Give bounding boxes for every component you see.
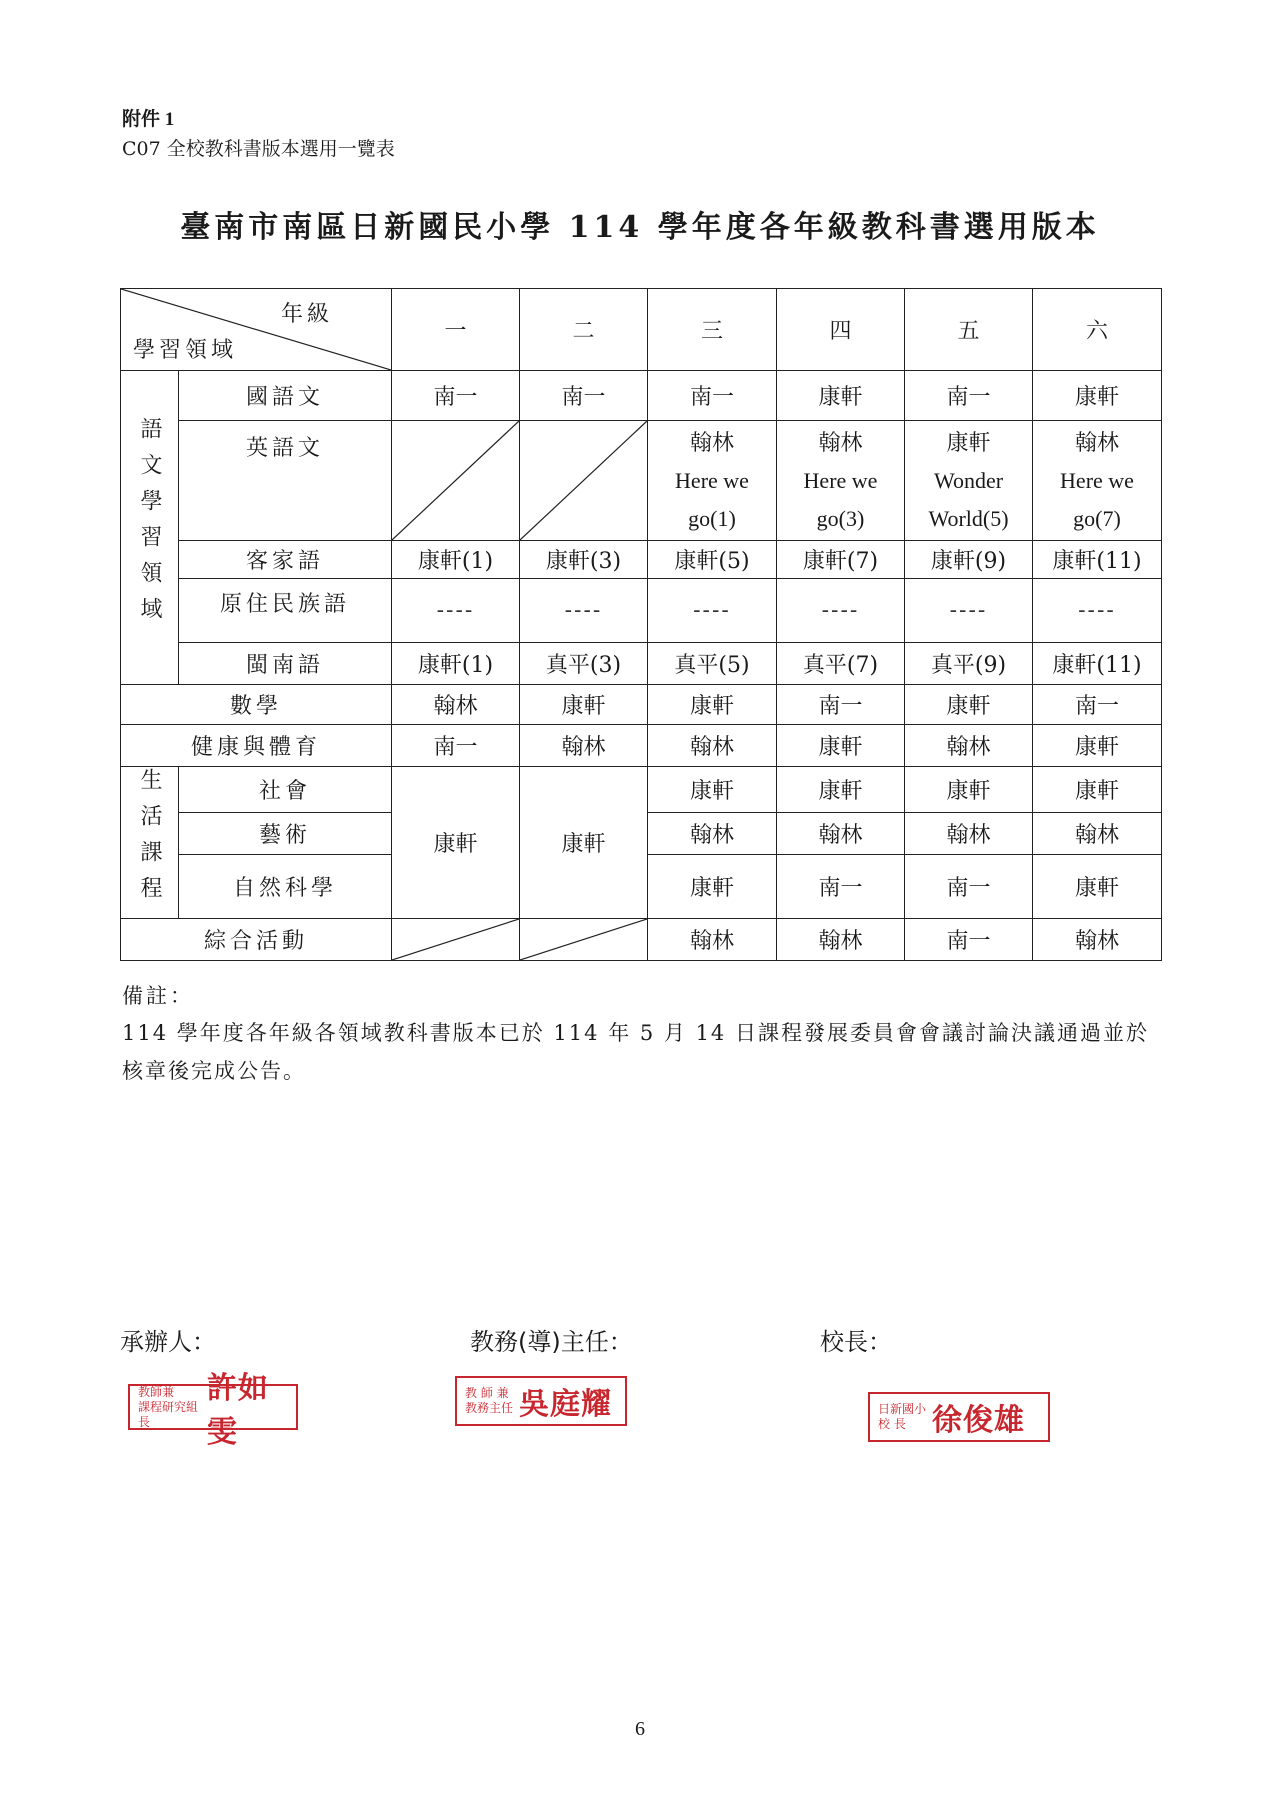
table-cell: 康軒 [1033, 371, 1162, 421]
table-cell: ---- [520, 579, 648, 643]
table-cell: 康軒 [905, 685, 1033, 725]
director-label: 教務(導)主任： [470, 1328, 633, 1356]
table-cell: 康軒 [1033, 767, 1162, 813]
table-cell: 南一 [905, 855, 1033, 919]
series-line: Here we [675, 467, 749, 493]
table-row-chinese [121, 371, 1162, 421]
publisher: 翰林 [689, 429, 734, 455]
cell-diagonal [520, 919, 647, 960]
handler-label: 承辦人： [120, 1328, 216, 1356]
principal-stamp [868, 1392, 1050, 1442]
table-cell: 翰林 [777, 919, 905, 961]
header-row [121, 289, 1162, 371]
stamp-title: 教師兼 課程研究組長 [138, 1384, 199, 1429]
row-label: 客家語 [179, 541, 392, 579]
series-line: go(1) [688, 505, 736, 531]
publisher: 翰林 [818, 429, 863, 455]
table-cell: ---- [777, 579, 905, 643]
principal-label: 校長： [820, 1328, 892, 1356]
row-label: 自然科學 [179, 855, 392, 919]
stamp-title: 日新國小 校 長 [878, 1402, 927, 1431]
cell-diagonal [392, 919, 519, 960]
empty-cell [392, 919, 520, 961]
stamp-title: 教 師 兼 教務主任 [465, 1386, 514, 1415]
empty-cell [520, 919, 648, 961]
table-cell: 翰林 [392, 685, 520, 725]
row-label: 國語文 [179, 371, 392, 421]
cell-diagonal [392, 421, 519, 540]
table-cell: 康軒 [1033, 855, 1162, 919]
series-line: Here we [803, 467, 878, 493]
publisher: 康軒 [946, 429, 991, 455]
table-cell: 康軒 [520, 767, 648, 919]
table-cell [648, 421, 777, 541]
row-label: 藝術 [179, 813, 392, 855]
table-cell: 康軒(11) [1033, 541, 1162, 579]
row-label: 數學 [121, 685, 392, 725]
table-cell: 康軒 [777, 725, 905, 767]
table-cell: 南一 [905, 919, 1033, 961]
table-cell: 真平(3) [520, 643, 648, 685]
table-cell [777, 421, 905, 541]
stamp-name: 許如雯 [206, 1371, 269, 1450]
table-cell: 康軒(7) [777, 541, 905, 579]
grade-header: 二 [520, 289, 648, 371]
table-cell: 康軒(3) [520, 541, 648, 579]
corner-cell [121, 289, 392, 371]
table-cell: 真平(5) [648, 643, 777, 685]
group-language-label: 語文學習領域 [137, 416, 162, 633]
series-line: World(5) [928, 505, 1009, 531]
table-cell: 康軒(1) [392, 643, 520, 685]
table-cell: ---- [1033, 579, 1162, 643]
table-cell: 康軒 [648, 855, 777, 919]
row-label: 健康與體育 [121, 725, 392, 767]
notes-label: 備註： [122, 984, 194, 1008]
cell-diagonal [520, 421, 647, 540]
table-cell: 南一 [777, 685, 905, 725]
table-cell: ---- [648, 579, 777, 643]
notes-text: 114 學年度各年級各領域教科書版本已於 114 年 5 月 14 日課程發展委員會會議討論決議通過並於核章後完成公告。 [122, 1021, 1149, 1083]
series-line: Here we [1060, 467, 1134, 493]
corner-domain-label: 學習領域 [133, 338, 238, 363]
form-label: C07 全校教科書版本選用一覽表 [122, 138, 395, 160]
table-row-hakka [121, 541, 1162, 579]
table-cell: 南一 [777, 855, 905, 919]
table-row-indigenous [121, 579, 1162, 643]
table-cell [905, 421, 1033, 541]
table-cell: ---- [392, 579, 520, 643]
handler-stamp [128, 1371, 298, 1450]
series-line: Wonder [933, 467, 1004, 493]
grade-header: 三 [648, 289, 777, 371]
table-cell: 翰林 [905, 813, 1033, 855]
table-row-social [121, 767, 1162, 813]
table-row-health [121, 725, 1162, 767]
table-cell: 南一 [520, 371, 648, 421]
table-cell: 康軒(5) [648, 541, 777, 579]
group-life-cell [121, 767, 179, 919]
group-life-label: 生活課程 [137, 767, 162, 912]
table-cell: 康軒 [1033, 725, 1162, 767]
table-cell: 南一 [648, 371, 777, 421]
group-language-cell [121, 371, 179, 685]
page-number: 6 [635, 1718, 645, 1740]
table-cell: 康軒(11) [1033, 643, 1162, 685]
table-cell: 真平(7) [777, 643, 905, 685]
table-cell: 翰林 [520, 725, 648, 767]
attachment-label: 附件 1 [122, 109, 175, 130]
table-row-integrative [121, 919, 1162, 961]
table-cell: 南一 [905, 371, 1033, 421]
table-cell [1033, 421, 1162, 541]
grade-header: 四 [777, 289, 905, 371]
series-line: go(3) [816, 505, 865, 531]
table-cell: 康軒 [392, 767, 520, 919]
table-cell: 康軒 [648, 767, 777, 813]
row-label: 閩南語 [179, 643, 392, 685]
publisher: 翰林 [1074, 429, 1119, 455]
stamp-name: 吳庭耀 [519, 1387, 613, 1422]
table-cell: 翰林 [648, 725, 777, 767]
corner-grade-label: 年級 [280, 302, 333, 327]
grade-header: 六 [1033, 289, 1162, 371]
table-cell: 南一 [392, 725, 520, 767]
row-label: 原住民族語 [179, 579, 392, 643]
table-cell: 真平(9) [905, 643, 1033, 685]
table-cell: 康軒 [777, 371, 905, 421]
row-label: 英語文 [179, 421, 392, 541]
director-stamp [455, 1376, 627, 1426]
table-cell: 翰林 [1033, 813, 1162, 855]
empty-cell [392, 421, 520, 541]
table-cell: 翰林 [1033, 919, 1162, 961]
textbook-table [120, 288, 1162, 961]
empty-cell [520, 421, 648, 541]
table-row-english [121, 421, 1162, 541]
page-title: 臺南市南區日新國民小學 114 學年度各年級教科書選用版本 [180, 210, 1100, 245]
row-label: 社會 [179, 767, 392, 813]
table-cell: 南一 [1033, 685, 1162, 725]
row-label: 綜合活動 [121, 919, 392, 961]
table-row-math [121, 685, 1162, 725]
table-cell: 翰林 [648, 813, 777, 855]
table-cell: 南一 [392, 371, 520, 421]
grade-header: 一 [392, 289, 520, 371]
stamp-name: 徐俊雄 [932, 1403, 1026, 1438]
table-cell: 康軒 [648, 685, 777, 725]
table-cell: 康軒 [520, 685, 648, 725]
table-cell: ---- [905, 579, 1033, 643]
table-row-minnan [121, 643, 1162, 685]
table-cell: 康軒 [777, 767, 905, 813]
table-cell: 翰林 [905, 725, 1033, 767]
series-line: go(7) [1073, 505, 1121, 531]
table-cell: 康軒(1) [392, 541, 520, 579]
table-cell: 翰林 [648, 919, 777, 961]
table-cell: 康軒(9) [905, 541, 1033, 579]
table-cell: 康軒 [905, 767, 1033, 813]
grade-header: 五 [905, 289, 1033, 371]
table-cell: 翰林 [777, 813, 905, 855]
